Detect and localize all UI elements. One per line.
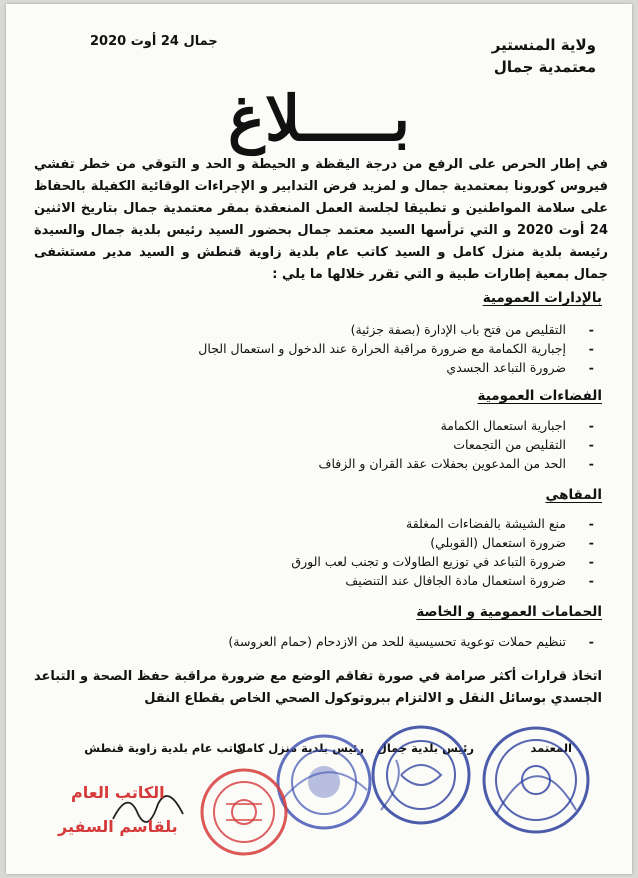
header-authority [492,34,596,78]
document-title: بـــــلاغ [227,82,411,155]
section-title-administrations: بالإدارات العمومية [482,290,602,306]
signature-label-mayor-menzel-kamel: رئيس بلدية منزل كامل [235,741,364,755]
document-date: جمال 24 أوت 2020 [90,34,218,49]
zaouiet-kontech-stamp-icon [196,764,292,860]
list-item: - ضرورة استعمال مادة الجافال عند التنضيف [291,571,594,590]
list-item: - الحد من المدعوين بحفلات عقد القران و الزفاف [319,454,594,473]
red-sign-line-2: بلقاسم السفير [58,817,178,836]
list-item: - ضرورة التباعد في توزيع الطاولات و تجنب لعب الورق [291,552,594,571]
governorate-line: ولاية المنستير [491,36,596,54]
delegation-stamp-icon [476,720,596,840]
red-signature-block [58,776,178,844]
delegation-line: معتمدية جمال [493,58,596,76]
section-title-public-spaces: الفضاءات العمومية [477,388,602,404]
list-item: - التقليص من فتح باب الإدارة (بصفة جزئية) [198,320,594,339]
list-item: - اجبارية استعمال الكمامة [319,416,594,435]
intro-paragraph: في إطار الحرص على الرفع من درجة اليقظة و الحيطة و الحد و التوقي من خطر تفشي فيروس كورونا بمعتمدية جمال و لمزيد فرض التدابير و الإجراءات الوقائية الكفيلة بالحفاظ على سلامة المواطنين و تطبيقا لجلسة العمل المنعقدة بمقر معتمدية جمال بتاريخ الاثنين 24 أوت 2020 و التي ترأسها السيد معتمد جمال بحضور السيد رئيس بلدية جمال والسيدة رئيسة بلدية منزل كامل و السيد كاتب عام بلدية زاوية قنطش و السيد مدير مستشفى جمال بمعية إطارات طبية و التي تقرر خلالها ما يلي : [34,157,609,282]
list-item: - ضرورة التباعد الجسدي [198,358,594,377]
list-item: - ضرورة استعمال (القوبلي) [291,533,594,552]
signature-label-mayor-jammel: رئيس بلدية جمال [376,741,474,755]
section-list-cafes [291,514,594,590]
list-item: - منع الشيشة بالفضاءات المغلقة [291,514,594,533]
signature-label-secretary: كاتب عام بلدية زاوية قنطش [84,741,244,755]
list-item: - تنظيم حملات توعوية تحسيسية للحد من الازدحام (حمام العروسة) [228,632,594,651]
section-list-administrations [198,320,594,377]
list-item: - التقليص من التجمعات [319,435,594,454]
section-list-baths [228,632,594,651]
closing-paragraph: اتخاذ قرارات أكثر صرامة في صورة تفاقم الوضع مع ضرورة مراقبة حفظ الصحة و التباعد الجسدي بوسائل النقل و الالتزام ببروتوكول الصحي الخاص بقطاع النقل [34,669,602,706]
section-title-baths: الحمامات العمومية و الخاصة [416,604,602,620]
red-sign-line-1: الكاتب العام [71,783,165,802]
jammel-municipality-stamp-icon [366,720,476,830]
signature-label-delegate: المعتمد [530,741,572,755]
list-item: - إجبارية الكمامة مع ضرورة مراقبة الحرارة عند الدخول و استعمال الجال [198,339,594,358]
document-page [6,4,632,874]
section-list-public-spaces [319,416,594,473]
section-title-cafes: المقاهي [545,487,602,503]
